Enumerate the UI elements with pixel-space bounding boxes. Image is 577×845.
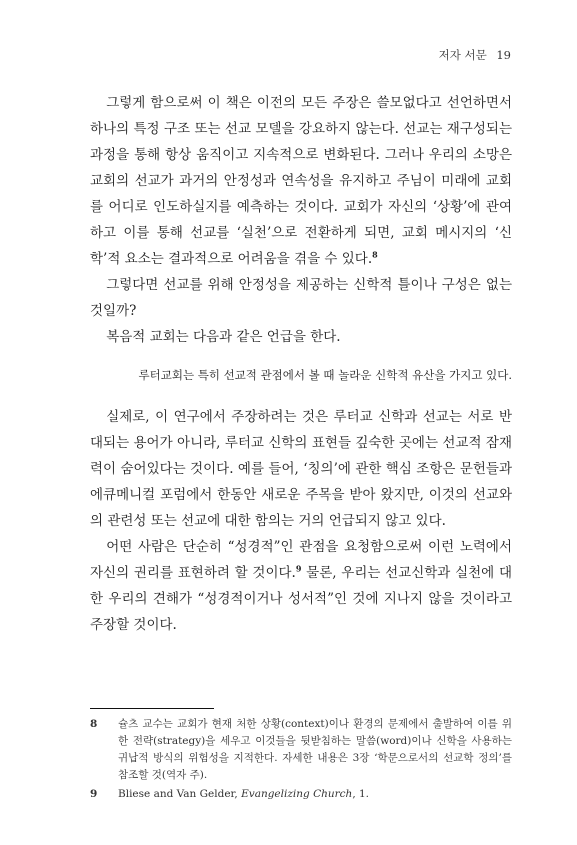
paragraph-text: 그렇게 함으로써 이 책은 이전의 모든 주장은 쓸모없다고 선언하면서 하나의 특정 구조 또는 선교 모델을 강요하지 않는다. 선교는 재구성되는 과정을 통해 항상 움직이고 지속적으로 변화된다. 그러나 우리의 소망은 교회의 선교가 과거의 안정성과 연속성을 유지하고 주님이 미래에 교회를 어디로 인도하실지를 예측하는 것이다. 교회가 자신의 ‘상황’에 관여하고 이를 통해 선교를 ‘실천’으로 전환하게 되면, 교회 메시지의 ‘신학’적 요소는 결과적으로 어려움을 겪을 수 있다. [90, 95, 512, 267]
footnote-text [118, 786, 512, 803]
footnote-number: 8 [90, 718, 98, 730]
footnote-text: 슐츠 교수는 교회가 현재 처한 상황(context)이나 환경의 문제에서 출발하여 이를 위한 전략(strategy)을 세우고 이것들을 뒷받침하는 말씀(word)이나 신학을 사용하는 귀납적 방식의 위험성을 지적한다. 자세한 내용은 3장 ‘학문으로서의 선교학 정의’를 참조할 것(역자 주). [118, 718, 512, 781]
footnote-citation-page: , 1. [352, 788, 370, 800]
paragraph [90, 90, 512, 272]
paragraph [90, 534, 512, 638]
running-header [433, 47, 511, 63]
footnotes [90, 716, 512, 805]
paragraph [90, 272, 512, 324]
footnote-ref[interactable]: 8 [372, 249, 378, 260]
page-number: 19 [496, 48, 511, 62]
main-text [90, 90, 512, 638]
paragraph [90, 404, 512, 534]
paragraph-text-continued: 물론, 우리는 선교신학과 실천에 대한 우리의 견해가 “성경적이거나 성서적”인 것에 지나지 않을 것이라고 주장할 것이다. [90, 565, 512, 633]
paragraph-text: 복음적 교회는 다음과 같은 언급을 한다. [106, 329, 341, 345]
footnote-divider [90, 708, 214, 709]
footnote-ref[interactable]: 9 [295, 563, 302, 574]
block-quote: 루터교회는 특히 선교적 관점에서 볼 때 놀라운 신학적 유산을 가지고 있다. [138, 368, 512, 382]
footnote-number: 9 [90, 788, 98, 800]
paragraph [90, 324, 512, 350]
paragraph-text: 실제로, 이 연구에서 주장하려는 것은 루터교 신학과 선교는 서로 반대되는 용어가 아니라, 루터교 신학의 표현들 깊숙한 곳에는 선교적 잠재력이 숨어있다는 것이다. 예를 들어, ‘칭의’에 관한 핵심 조항은 문헌들과 에큐메니컬 포럼에서 한동안 새로운 주목을 받아 왔지만, 이것의 선교와의 관련성 또는 선교에 대한 함의는 거의 언급되지 않고 있다. [90, 409, 512, 529]
header-section-title: 저자 서문 [438, 48, 487, 62]
footnote [90, 716, 512, 784]
footnote-citation-authors: Bliese and Van Gelder, [118, 788, 242, 800]
paragraph-text: 어떤 사람은 단순히 “성경적”인 관점을 요청함으로써 이런 노력에서 자신의 권리를 표현하려 할 것이다. [90, 539, 512, 581]
paragraph-text: 그렇다면 선교를 위해 안정성을 제공하는 신학적 틀이나 구성은 없는 것일까? [90, 277, 512, 319]
footnote-citation-title: Evangelizing Church [241, 788, 353, 800]
footnote [90, 786, 512, 803]
